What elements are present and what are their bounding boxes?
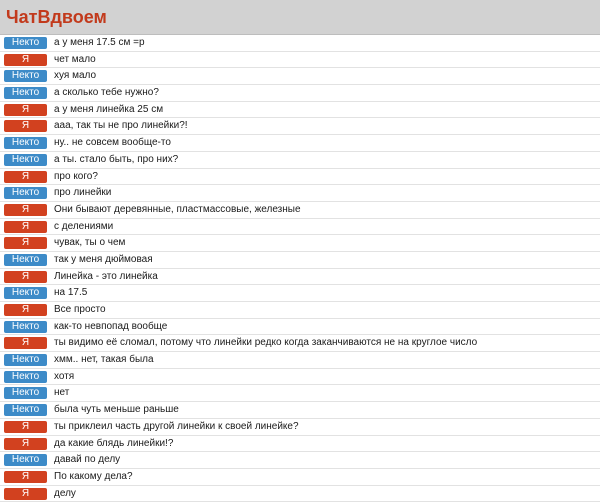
message-text: Все просто	[54, 304, 106, 315]
author-badge-me: Я	[4, 337, 47, 349]
message-row	[0, 52, 600, 69]
message-text: а ты. стало быть, про них?	[54, 153, 179, 165]
message-text: давай по делу	[54, 454, 121, 466]
author-badge-stranger: Некто	[4, 321, 47, 333]
author-badge-me: Я	[4, 104, 47, 116]
message-text: Линейка - это линейка	[54, 270, 158, 282]
message-row	[0, 285, 600, 302]
author-badge-me: Я	[4, 120, 47, 132]
message-text: чувак, ты о чем	[54, 237, 126, 249]
message-text: ну.. не совсем вообще-то	[54, 137, 171, 149]
message-text: Они бывают деревянные, пластмассовые, железные	[54, 203, 301, 215]
message-text: про кого?	[54, 170, 98, 182]
message-row	[0, 302, 600, 319]
message-row	[0, 486, 600, 503]
message-text: про линейки	[54, 187, 112, 199]
message-row	[0, 185, 600, 202]
message-text: так у меня дюймовая	[54, 253, 153, 265]
message-row	[0, 269, 600, 286]
message-row	[0, 335, 600, 352]
message-row	[0, 68, 600, 85]
author-badge-me: Я	[4, 438, 47, 450]
author-badge-stranger: Некто	[4, 154, 47, 166]
message-row	[0, 452, 600, 469]
author-badge-me: Я	[4, 54, 47, 66]
message-row	[0, 402, 600, 419]
author-badge-me: Я	[4, 471, 47, 483]
message-text: ты приклеил часть другой линейки к своей линейке?	[54, 420, 299, 432]
app-title: ЧатВдвоем	[6, 6, 107, 27]
author-badge-stranger: Некто	[4, 37, 47, 49]
message-row	[0, 369, 600, 386]
message-row	[0, 419, 600, 436]
message-text: нет	[54, 387, 70, 399]
message-row	[0, 35, 600, 52]
message-text: а у меня линейка 25 см	[54, 103, 164, 115]
message-row	[0, 102, 600, 119]
message-row	[0, 319, 600, 336]
author-badge-stranger: Некто	[4, 87, 47, 99]
message-row	[0, 152, 600, 169]
author-badge-me: Я	[4, 221, 47, 233]
message-text: на 17.5	[54, 287, 88, 299]
message-row	[0, 235, 600, 252]
author-badge-stranger: Некто	[4, 371, 47, 383]
message-text: как-то невпопад вообще	[54, 320, 168, 332]
message-text: ты видимо её сломал, потому что линейки редко когда заканчиваются не на круглое число	[54, 337, 478, 349]
message-row	[0, 436, 600, 453]
message-text: с делениями	[54, 220, 114, 232]
message-text: хмм.. нет, такая была	[54, 354, 154, 366]
message-text: а у меня 17.5 см =р	[54, 37, 145, 48]
author-badge-me: Я	[4, 488, 47, 500]
message-row	[0, 85, 600, 102]
author-badge-stranger: Некто	[4, 387, 47, 399]
message-text: хуя мало	[54, 70, 97, 82]
message-row	[0, 169, 600, 186]
message-text: хотя	[54, 370, 75, 382]
author-badge-stranger: Некто	[4, 404, 47, 416]
author-badge-stranger: Некто	[4, 137, 47, 149]
author-badge-stranger: Некто	[4, 254, 47, 266]
author-badge-me: Я	[4, 421, 47, 433]
author-badge-me: Я	[4, 204, 47, 216]
message-text: была чуть меньше раньше	[54, 404, 179, 416]
author-badge-stranger: Некто	[4, 454, 47, 466]
message-row	[0, 385, 600, 402]
author-badge-me: Я	[4, 237, 47, 249]
message-row	[0, 202, 600, 219]
message-text: ааа, так ты не про линейки?!	[54, 120, 188, 132]
author-badge-me: Я	[4, 271, 47, 283]
chat-log[interactable]	[0, 35, 600, 502]
message-text: а сколько тебе нужно?	[54, 87, 159, 99]
author-badge-me: Я	[4, 171, 47, 183]
author-badge-stranger: Некто	[4, 287, 47, 299]
message-row	[0, 352, 600, 369]
author-badge-me: Я	[4, 304, 47, 316]
message-text: да какие блядь линейки!?	[54, 437, 174, 449]
message-row	[0, 469, 600, 486]
message-row	[0, 118, 600, 135]
author-badge-stranger: Некто	[4, 354, 47, 366]
message-text: По какому дела?	[54, 470, 133, 482]
author-badge-stranger: Некто	[4, 187, 47, 199]
author-badge-stranger: Некто	[4, 70, 47, 82]
message-row	[0, 135, 600, 152]
message-row	[0, 219, 600, 236]
message-row	[0, 252, 600, 269]
message-text: чет мало	[54, 53, 96, 65]
message-text: делу	[54, 487, 76, 499]
header	[0, 0, 600, 35]
